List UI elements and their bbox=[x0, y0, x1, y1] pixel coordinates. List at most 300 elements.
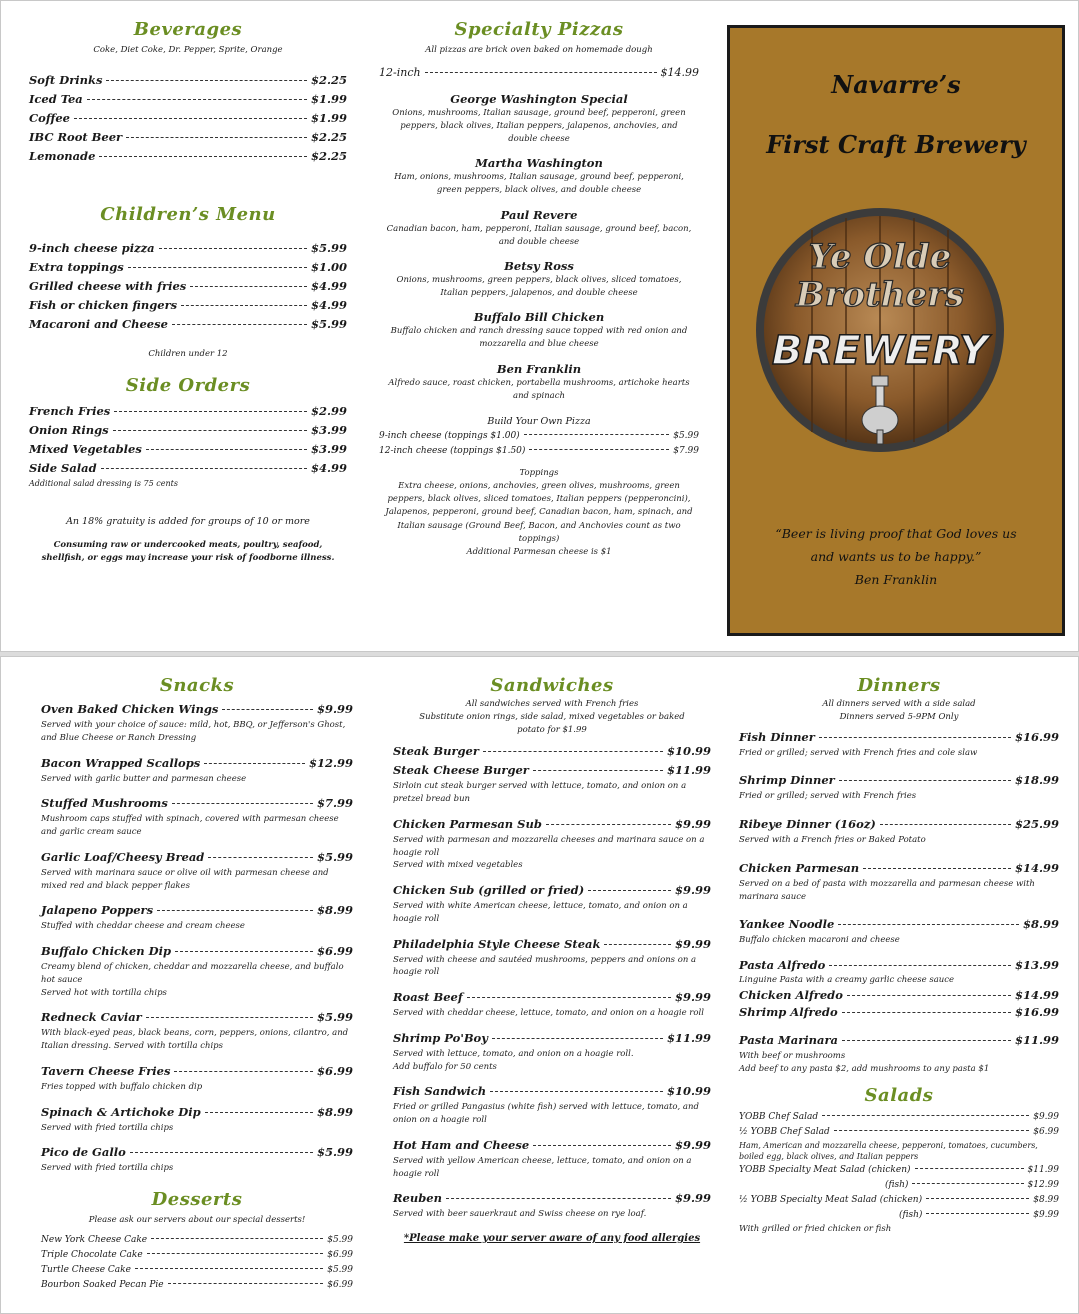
item-price: $11.99 bbox=[1014, 1032, 1059, 1047]
item-price: $3.99 bbox=[310, 441, 347, 456]
leader-dots bbox=[446, 1198, 671, 1199]
menu-item bbox=[29, 258, 347, 277]
item-name: New York Cheese Cake bbox=[41, 1234, 148, 1245]
item-name: Chicken Parmesan Sub bbox=[393, 816, 542, 831]
menu-item bbox=[739, 771, 1059, 790]
menu-item bbox=[393, 1189, 711, 1208]
item-price: $13.99 bbox=[1014, 958, 1059, 972]
leader-dots bbox=[135, 1268, 323, 1269]
item-price: $9.99 bbox=[1033, 1209, 1059, 1220]
item-name: Bourbon Soaked Pecan Pie bbox=[41, 1279, 164, 1290]
leader-dots bbox=[546, 824, 671, 825]
menu-item bbox=[41, 1062, 353, 1081]
leader-dots bbox=[880, 824, 1011, 825]
item-name: 12-inch cheese (toppings $1.50) bbox=[379, 446, 526, 457]
leader-dots bbox=[208, 857, 313, 858]
sandwiches-list bbox=[393, 742, 711, 1221]
item-name: ½ YOBB Specialty Meat Salad (chicken) bbox=[739, 1194, 923, 1205]
item-price: $2.25 bbox=[310, 129, 347, 144]
leader-dots bbox=[822, 1115, 1029, 1116]
dinners-title: Dinners bbox=[857, 675, 941, 696]
item-description: Served with a French fries or Baked Potato bbox=[739, 835, 926, 845]
pizza-name: George Washington Special bbox=[450, 91, 628, 106]
menu-item bbox=[739, 1110, 1059, 1125]
item-description: Served with parmesan and mozzarella cheeses and marinara sauce on a hoagie roll bbox=[393, 834, 705, 858]
byo-title: Build Your Own Pizza bbox=[487, 415, 591, 427]
item-price: $1.00 bbox=[310, 259, 347, 274]
item-name: Buffalo Chicken Dip bbox=[41, 944, 172, 958]
leader-dots bbox=[175, 951, 313, 952]
item-name: Soft Drinks bbox=[29, 72, 103, 87]
snacks-title: Snacks bbox=[159, 675, 235, 696]
toppings-list: Extra cheese, onions, anchovies, green olives, mushrooms, green peppers, black olives, sliced tomatoes, Italian peppers (pepperoncini), Jalapenos, pepperoni, ground beef, Canadian bacon, ham, spinach, and Italian sausage (Ground Beef, Bacon, and Anchovies count as two toppings) bbox=[385, 480, 693, 544]
leader-dots bbox=[912, 1183, 1023, 1184]
item-price: $3.99 bbox=[310, 422, 347, 437]
leader-dots bbox=[467, 997, 671, 998]
item-price: $5.99 bbox=[310, 316, 347, 331]
item-description-extra: Add buffalo for 50 cents bbox=[393, 1061, 497, 1072]
leader-dots bbox=[146, 1017, 313, 1018]
leader-dots bbox=[74, 118, 307, 119]
menu-item bbox=[41, 1278, 353, 1293]
leader-dots bbox=[842, 1012, 1011, 1013]
item-price: $5.99 bbox=[316, 1145, 353, 1160]
leader-dots bbox=[490, 1091, 663, 1092]
menu-item bbox=[739, 859, 1059, 878]
meat-salad-desc: With grilled or fried chicken or fish bbox=[739, 1223, 892, 1234]
children-title: Children’s Menu bbox=[100, 203, 276, 225]
item-name: Iced Tea bbox=[29, 91, 83, 106]
gratuity-note: An 18% gratuity is added for groups of 10 or more bbox=[66, 516, 310, 528]
brewery-name: Navarre’s bbox=[831, 70, 961, 99]
menu-item bbox=[29, 109, 347, 128]
byo-list bbox=[379, 429, 699, 459]
brewery-panel bbox=[727, 25, 1065, 636]
pizza-column bbox=[379, 1, 699, 651]
pizza-list bbox=[379, 91, 699, 403]
menu-item bbox=[739, 1178, 1059, 1193]
item-name: Shrimp Alfredo bbox=[739, 1004, 838, 1019]
item-name: Chicken Sub (grilled or fried) bbox=[393, 883, 585, 897]
item-price: $5.99 bbox=[316, 1010, 353, 1025]
toppings-title: Toppings bbox=[519, 468, 559, 479]
leader-dots bbox=[159, 248, 307, 249]
sandwiches-column bbox=[393, 657, 711, 1313]
menu-item bbox=[379, 429, 699, 444]
item-name: Pasta Marinara bbox=[739, 1032, 838, 1047]
item-name: Mixed Vegetables bbox=[29, 441, 142, 456]
menu-item bbox=[41, 1248, 353, 1263]
item-name: Yankee Noodle bbox=[739, 917, 835, 932]
menu-item bbox=[29, 402, 347, 421]
menu-item bbox=[29, 239, 347, 258]
menu-item bbox=[739, 1163, 1059, 1178]
menu-item bbox=[29, 421, 347, 440]
pizza-name: Betsy Ross bbox=[504, 258, 574, 273]
snacks-list bbox=[41, 700, 353, 1175]
brewery-logo-barrel bbox=[754, 206, 1006, 484]
menu-item bbox=[29, 71, 347, 90]
pizza-size: 12-inch bbox=[379, 65, 421, 79]
item-name: 9-inch cheese (toppings $1.00) bbox=[379, 431, 520, 442]
item-price: $6.99 bbox=[327, 1279, 353, 1290]
leader-dots bbox=[529, 449, 669, 450]
item-price: $7.99 bbox=[316, 796, 353, 811]
menu-item bbox=[379, 444, 699, 459]
menu-item bbox=[29, 90, 347, 109]
item-name: Shrimp Dinner bbox=[739, 773, 835, 788]
menu-item bbox=[41, 794, 353, 813]
leader-dots bbox=[168, 1283, 324, 1284]
leader-dots bbox=[533, 1145, 671, 1146]
leader-dots bbox=[222, 709, 313, 710]
desserts-list bbox=[41, 1233, 353, 1293]
desserts-title: Desserts bbox=[151, 1189, 243, 1210]
item-name: Garlic Loaf/Cheesy Bread bbox=[41, 849, 205, 864]
item-price: $9.99 bbox=[1033, 1112, 1059, 1123]
leader-dots bbox=[604, 944, 671, 945]
item-name: IBC Root Beer bbox=[29, 129, 123, 144]
menu-item bbox=[41, 700, 353, 719]
leader-dots bbox=[588, 890, 671, 891]
leader-dots bbox=[204, 763, 305, 764]
item-name: Shrimp Po'Boy bbox=[393, 1030, 488, 1045]
item-description: Served with marinara sauce or olive oil with parmesan cheese and mixed red and black pepper flakes bbox=[41, 867, 329, 891]
sandwiches-title: Sandwiches bbox=[490, 675, 614, 696]
menu-item bbox=[393, 815, 711, 834]
pizza-desc: Alfredo sauce, roast chicken, portabella mushrooms, artichoke hearts and spinach bbox=[388, 377, 690, 401]
dinners-column bbox=[739, 657, 1059, 1313]
beverages-subtitle: Coke, Diet Coke, Dr. Pepper, Sprite, Orange bbox=[93, 45, 283, 55]
item-name: Bacon Wrapped Scallops bbox=[41, 755, 201, 770]
desserts-note: Please ask our servers about our special desserts! bbox=[88, 1215, 306, 1225]
menu-item bbox=[41, 848, 353, 867]
item-price: $8.99 bbox=[1022, 917, 1059, 932]
leader-dots bbox=[151, 1238, 323, 1239]
item-description: Creamy blend of chicken, cheddar and mozzarella cheese, and buffalo hot sauce bbox=[41, 962, 344, 985]
leader-dots bbox=[425, 72, 657, 73]
item-name: Chicken Parmesan bbox=[739, 860, 860, 875]
item-price: $6.99 bbox=[316, 1063, 353, 1078]
leader-dots bbox=[130, 1152, 313, 1153]
menu-item bbox=[739, 1125, 1059, 1140]
item-price: $7.99 bbox=[673, 446, 699, 457]
item-description: Served with yellow American cheese, lettuce, tomato, and onion on a hoagie roll bbox=[393, 1155, 692, 1179]
item-price: $9.99 bbox=[674, 816, 711, 831]
item-description: Buffalo chicken macaroni and cheese bbox=[739, 935, 900, 946]
pizza-desc: Canadian bacon, ham, pepperoni, Italian sausage, ground beef, bacon, and double cheese bbox=[386, 223, 692, 247]
item-price: $18.99 bbox=[1014, 773, 1059, 788]
item-name: Turtle Cheese Cake bbox=[41, 1264, 131, 1275]
item-description: Served with fried tortilla chips bbox=[41, 1163, 174, 1174]
menu-item bbox=[29, 277, 347, 296]
item-name: Hot Ham and Cheese bbox=[393, 1137, 530, 1152]
item-name: Onion Rings bbox=[29, 422, 109, 437]
leader-dots bbox=[114, 411, 307, 412]
leader-dots bbox=[847, 995, 1011, 996]
leader-dots bbox=[128, 267, 307, 268]
item-name: Steak Cheese Burger bbox=[393, 763, 529, 778]
item-description-extra: Served hot with tortilla chips bbox=[41, 987, 167, 998]
menu-item bbox=[393, 742, 711, 761]
dinners-note-1: All dinners served with a side salad bbox=[822, 699, 976, 709]
menu-item bbox=[393, 881, 711, 900]
menu-item bbox=[393, 1029, 711, 1048]
menu-item bbox=[29, 459, 347, 478]
leader-dots bbox=[113, 430, 307, 431]
menu-item bbox=[739, 1193, 1059, 1208]
leader-dots bbox=[524, 434, 670, 435]
item-name: Coffee bbox=[29, 110, 70, 125]
item-description: Served with cheese and sautéed mushrooms, peppers and onions on a hoagie roll bbox=[393, 954, 697, 978]
dinners-note-2: Dinners served 5-9PM Only bbox=[839, 711, 959, 722]
menu-item bbox=[739, 1208, 1059, 1223]
logo-line-1: Ye Olde bbox=[808, 237, 952, 277]
pizza-desc: Onions, mushrooms, green peppers, black olives, sliced tomatoes, Italian peppers, jalapenos, and double cheese bbox=[396, 274, 682, 299]
item-price: $9.99 bbox=[674, 1137, 711, 1152]
leader-dots bbox=[492, 1038, 663, 1039]
item-price: $11.99 bbox=[666, 1030, 711, 1045]
pizza-desc: Ham, onions, mushrooms, Italian sausage, ground beef, pepperoni, green peppers, black olives, and double cheese bbox=[394, 172, 684, 196]
item-name: Extra toppings bbox=[29, 259, 124, 274]
item-price: $4.99 bbox=[310, 278, 347, 293]
item-price: $12.99 bbox=[1027, 1179, 1059, 1190]
leader-dots bbox=[172, 803, 313, 804]
leader-dots bbox=[181, 305, 307, 306]
item-price: $5.99 bbox=[327, 1264, 353, 1275]
menu-item bbox=[739, 1004, 1059, 1021]
item-name: (fish) bbox=[899, 1209, 923, 1220]
leader-dots bbox=[842, 1040, 1011, 1041]
item-price: $9.99 bbox=[316, 702, 353, 716]
item-name: Lemonade bbox=[29, 148, 96, 163]
snacks-column bbox=[41, 657, 353, 1313]
item-price: $2.25 bbox=[310, 148, 347, 163]
leader-dots bbox=[838, 924, 1019, 925]
item-name: ½ YOBB Chef Salad bbox=[739, 1127, 830, 1138]
item-name: Pasta Alfredo bbox=[739, 958, 826, 972]
item-description: Sirloin cut steak burger served with lettuce, tomato, and onion on a pretzel bread bun bbox=[393, 781, 687, 804]
chef-salad-desc: Ham, American and mozzarella cheese, pepperoni, tomatoes, cucumbers, boiled egg, black olives, and Italian peppers bbox=[739, 1141, 1038, 1162]
menu-item bbox=[739, 987, 1059, 1004]
menu-item bbox=[739, 957, 1059, 974]
item-name: Oven Baked Chicken Wings bbox=[41, 702, 219, 716]
item-price: $1.99 bbox=[310, 91, 347, 106]
menu-item bbox=[29, 296, 347, 315]
food-safety-warning: Consuming raw or undercooked meats, poultry, seafood, shellfish, or eggs may increase your risk of foodborne illness. bbox=[41, 540, 335, 564]
leader-dots bbox=[157, 910, 313, 911]
item-price: $25.99 bbox=[1014, 817, 1059, 831]
menu-item bbox=[393, 988, 711, 1007]
item-price: $14.99 bbox=[1014, 987, 1059, 1002]
leader-dots bbox=[172, 324, 307, 325]
item-name: Chicken Alfredo bbox=[739, 987, 843, 1002]
children-note: Children under 12 bbox=[148, 348, 228, 359]
leader-dots bbox=[863, 868, 1011, 869]
item-price: $4.99 bbox=[310, 297, 347, 312]
item-name: Jalapeno Poppers bbox=[41, 903, 154, 918]
leader-dots bbox=[99, 156, 307, 157]
item-price: $14.99 bbox=[1014, 860, 1059, 875]
sandwiches-note-1: All sandwiches served with French fries bbox=[465, 699, 639, 709]
leader-dots bbox=[819, 737, 1011, 738]
brewery-quote bbox=[746, 522, 1046, 591]
item-description: Served with lettuce, tomato, and onion on a hoagie roll. bbox=[393, 1048, 634, 1059]
item-price: $11.99 bbox=[1027, 1164, 1059, 1175]
marinara-desc-1: With beef or mushrooms bbox=[739, 1050, 846, 1061]
sides-list bbox=[29, 402, 347, 478]
item-name: Pico de Gallo bbox=[41, 1145, 126, 1160]
item-description: Fried or grilled; served with French fries bbox=[739, 791, 917, 802]
item-name: Reuben bbox=[393, 1191, 442, 1206]
item-price: $4.99 bbox=[310, 460, 347, 475]
item-name: Steak Burger bbox=[393, 744, 479, 759]
leader-dots bbox=[147, 1253, 324, 1254]
item-name: Spinach & Artichoke Dip bbox=[41, 1104, 201, 1119]
pizza-name: Paul Revere bbox=[500, 207, 578, 222]
item-price: $16.99 bbox=[1014, 729, 1059, 744]
menu-item bbox=[29, 440, 347, 459]
item-price: $2.25 bbox=[310, 72, 347, 87]
item-price: $5.99 bbox=[327, 1234, 353, 1245]
menu-inside-panel bbox=[0, 656, 1079, 1314]
item-name: French Fries bbox=[29, 403, 111, 418]
left-column bbox=[29, 1, 347, 651]
sides-note: Additional salad dressing is 75 cents bbox=[29, 478, 178, 488]
menu-item bbox=[41, 1008, 353, 1027]
item-name: Redneck Caviar bbox=[41, 1010, 142, 1025]
quote-line-2: and wants us to be happy.” bbox=[810, 549, 982, 564]
item-description: Served with your choice of sauce: mild, hot, BBQ, or Jefferson's Ghost, and Blue Cheese or Ranch Dressing bbox=[41, 720, 346, 743]
leader-dots bbox=[205, 1112, 313, 1113]
item-name: YOBB Chef Salad bbox=[739, 1112, 819, 1123]
item-name: YOBB Specialty Meat Salad (chicken) bbox=[739, 1164, 911, 1175]
item-description: Fried or grilled Pangasius (white fish) served with lettuce, tomato, and onion on a hoagie roll bbox=[393, 1102, 699, 1125]
item-name: Fish Sandwich bbox=[393, 1084, 487, 1099]
beverages-list bbox=[29, 71, 347, 166]
item-description: Served with white American cheese, lettuce, tomato, and onion on a hoagie roll bbox=[393, 901, 688, 924]
item-description: With black-eyed peas, black beans, corn, peppers, onions, cilantro, and Italian dressing. Served with tortilla chips bbox=[41, 1028, 349, 1051]
pizza-size-row bbox=[379, 63, 699, 82]
item-price: $9.99 bbox=[674, 990, 711, 1004]
item-price: $5.99 bbox=[673, 431, 699, 442]
menu-item bbox=[739, 1031, 1059, 1050]
item-price: $8.99 bbox=[316, 903, 353, 918]
menu-item bbox=[41, 942, 353, 961]
leader-dots bbox=[146, 449, 307, 450]
children-list bbox=[29, 239, 347, 334]
menu-item bbox=[393, 1082, 711, 1101]
item-price: $6.99 bbox=[327, 1249, 353, 1260]
item-description: Stuffed with cheddar cheese and cream cheese bbox=[41, 921, 245, 932]
menu-item bbox=[29, 315, 347, 334]
leader-dots bbox=[834, 1130, 1030, 1131]
item-name: Tavern Cheese Fries bbox=[41, 1063, 171, 1078]
item-description: Served with fried tortilla chips bbox=[41, 1122, 174, 1133]
item-price: $8.99 bbox=[1033, 1194, 1059, 1205]
pizza-desc: Buffalo chicken and ranch dressing sauce topped with red onion and mozzarella and blue cheese bbox=[390, 326, 688, 350]
salads-title: Salads bbox=[864, 1085, 934, 1107]
item-name: (fish) bbox=[885, 1179, 909, 1190]
leader-dots bbox=[926, 1198, 1029, 1199]
menu-item bbox=[41, 1233, 353, 1248]
item-description: Mushroom caps stuffed with spinach, covered with parmesan cheese and garlic cream sauce bbox=[41, 814, 339, 837]
menu-item bbox=[393, 935, 711, 954]
item-description-extra: Served with mixed vegetables bbox=[393, 860, 523, 871]
menu-item bbox=[393, 761, 711, 780]
pizza-name: Ben Franklin bbox=[496, 361, 582, 376]
item-price: $5.99 bbox=[310, 240, 347, 255]
item-name: Ribeye Dinner (16oz) bbox=[739, 817, 876, 831]
menu-item bbox=[41, 1103, 353, 1122]
pizzas-title: Specialty Pizzas bbox=[454, 19, 624, 40]
item-description: Fries topped with buffalo chicken dip bbox=[41, 1081, 203, 1092]
item-price: $11.99 bbox=[666, 763, 711, 778]
item-price: $16.99 bbox=[1014, 1004, 1059, 1019]
pizza-desc: Onions, mushrooms, Italian sausage, ground beef, pepperoni, green peppers, black olives, Italian peppers, jalapenos, anchovies, and double cheese bbox=[392, 107, 686, 145]
brewery-tagline: First Craft Brewery bbox=[766, 130, 1026, 159]
leader-dots bbox=[533, 770, 663, 771]
allergy-note: *Please make your server aware of any food allergies bbox=[403, 1233, 701, 1244]
leader-dots bbox=[829, 965, 1011, 966]
item-price: $2.99 bbox=[310, 403, 347, 418]
quote-line-1: “Beer is living proof that God loves us bbox=[775, 526, 1017, 541]
menu-front-panel bbox=[0, 0, 1079, 652]
dinners-list bbox=[739, 728, 1059, 948]
pizza-name: Buffalo Bill Chicken bbox=[473, 310, 605, 325]
quote-author: Ben Franklin bbox=[854, 572, 938, 587]
beverages-title: Beverages bbox=[133, 19, 243, 40]
item-name: Side Salad bbox=[29, 460, 97, 475]
item-name: Triple Chocolate Cake bbox=[41, 1249, 143, 1260]
menu-item bbox=[29, 147, 347, 166]
item-price: $6.99 bbox=[316, 944, 353, 958]
item-name: Fish Dinner bbox=[739, 729, 815, 744]
leader-dots bbox=[106, 80, 307, 81]
menu-item bbox=[41, 1143, 353, 1162]
leader-dots bbox=[190, 286, 307, 287]
item-price: $6.99 bbox=[1033, 1127, 1059, 1138]
pasta-desc: Linguine Pasta with a creamy garlic cheese sauce bbox=[739, 975, 955, 985]
menu-item bbox=[41, 901, 353, 920]
leader-dots bbox=[126, 137, 307, 138]
logo-line-2: Brothers bbox=[795, 275, 965, 315]
pizza-size-price: $14.99 bbox=[660, 65, 699, 79]
item-price: $8.99 bbox=[316, 1104, 353, 1119]
menu-item bbox=[393, 1136, 711, 1155]
leader-dots bbox=[915, 1168, 1024, 1169]
menu-item bbox=[41, 754, 353, 773]
leader-dots bbox=[483, 751, 663, 752]
item-name: Stuffed Mushrooms bbox=[41, 796, 168, 811]
item-description: Served with cheddar cheese, lettuce, tomato, and onion on a hoagie roll bbox=[393, 1008, 704, 1018]
menu-item bbox=[29, 128, 347, 147]
menu-item bbox=[739, 815, 1059, 834]
item-name: Fish or chicken fingers bbox=[29, 297, 178, 312]
leader-dots bbox=[174, 1071, 313, 1072]
pizza-name: Martha Washington bbox=[475, 156, 603, 171]
item-price: $10.99 bbox=[666, 1084, 711, 1099]
item-name: Roast Beef bbox=[393, 990, 463, 1004]
item-price: $5.99 bbox=[316, 849, 353, 864]
item-name: 9-inch cheese pizza bbox=[29, 240, 155, 255]
sandwiches-note-2: Substitute onion rings, side salad, mixed vegetables or baked potato for $1.99 bbox=[419, 711, 685, 735]
leader-dots bbox=[87, 99, 307, 100]
item-price: $9.99 bbox=[674, 883, 711, 897]
menu-item bbox=[41, 1263, 353, 1278]
leader-dots bbox=[839, 780, 1011, 781]
item-name: Philadelphia Style Cheese Steak bbox=[393, 936, 601, 951]
